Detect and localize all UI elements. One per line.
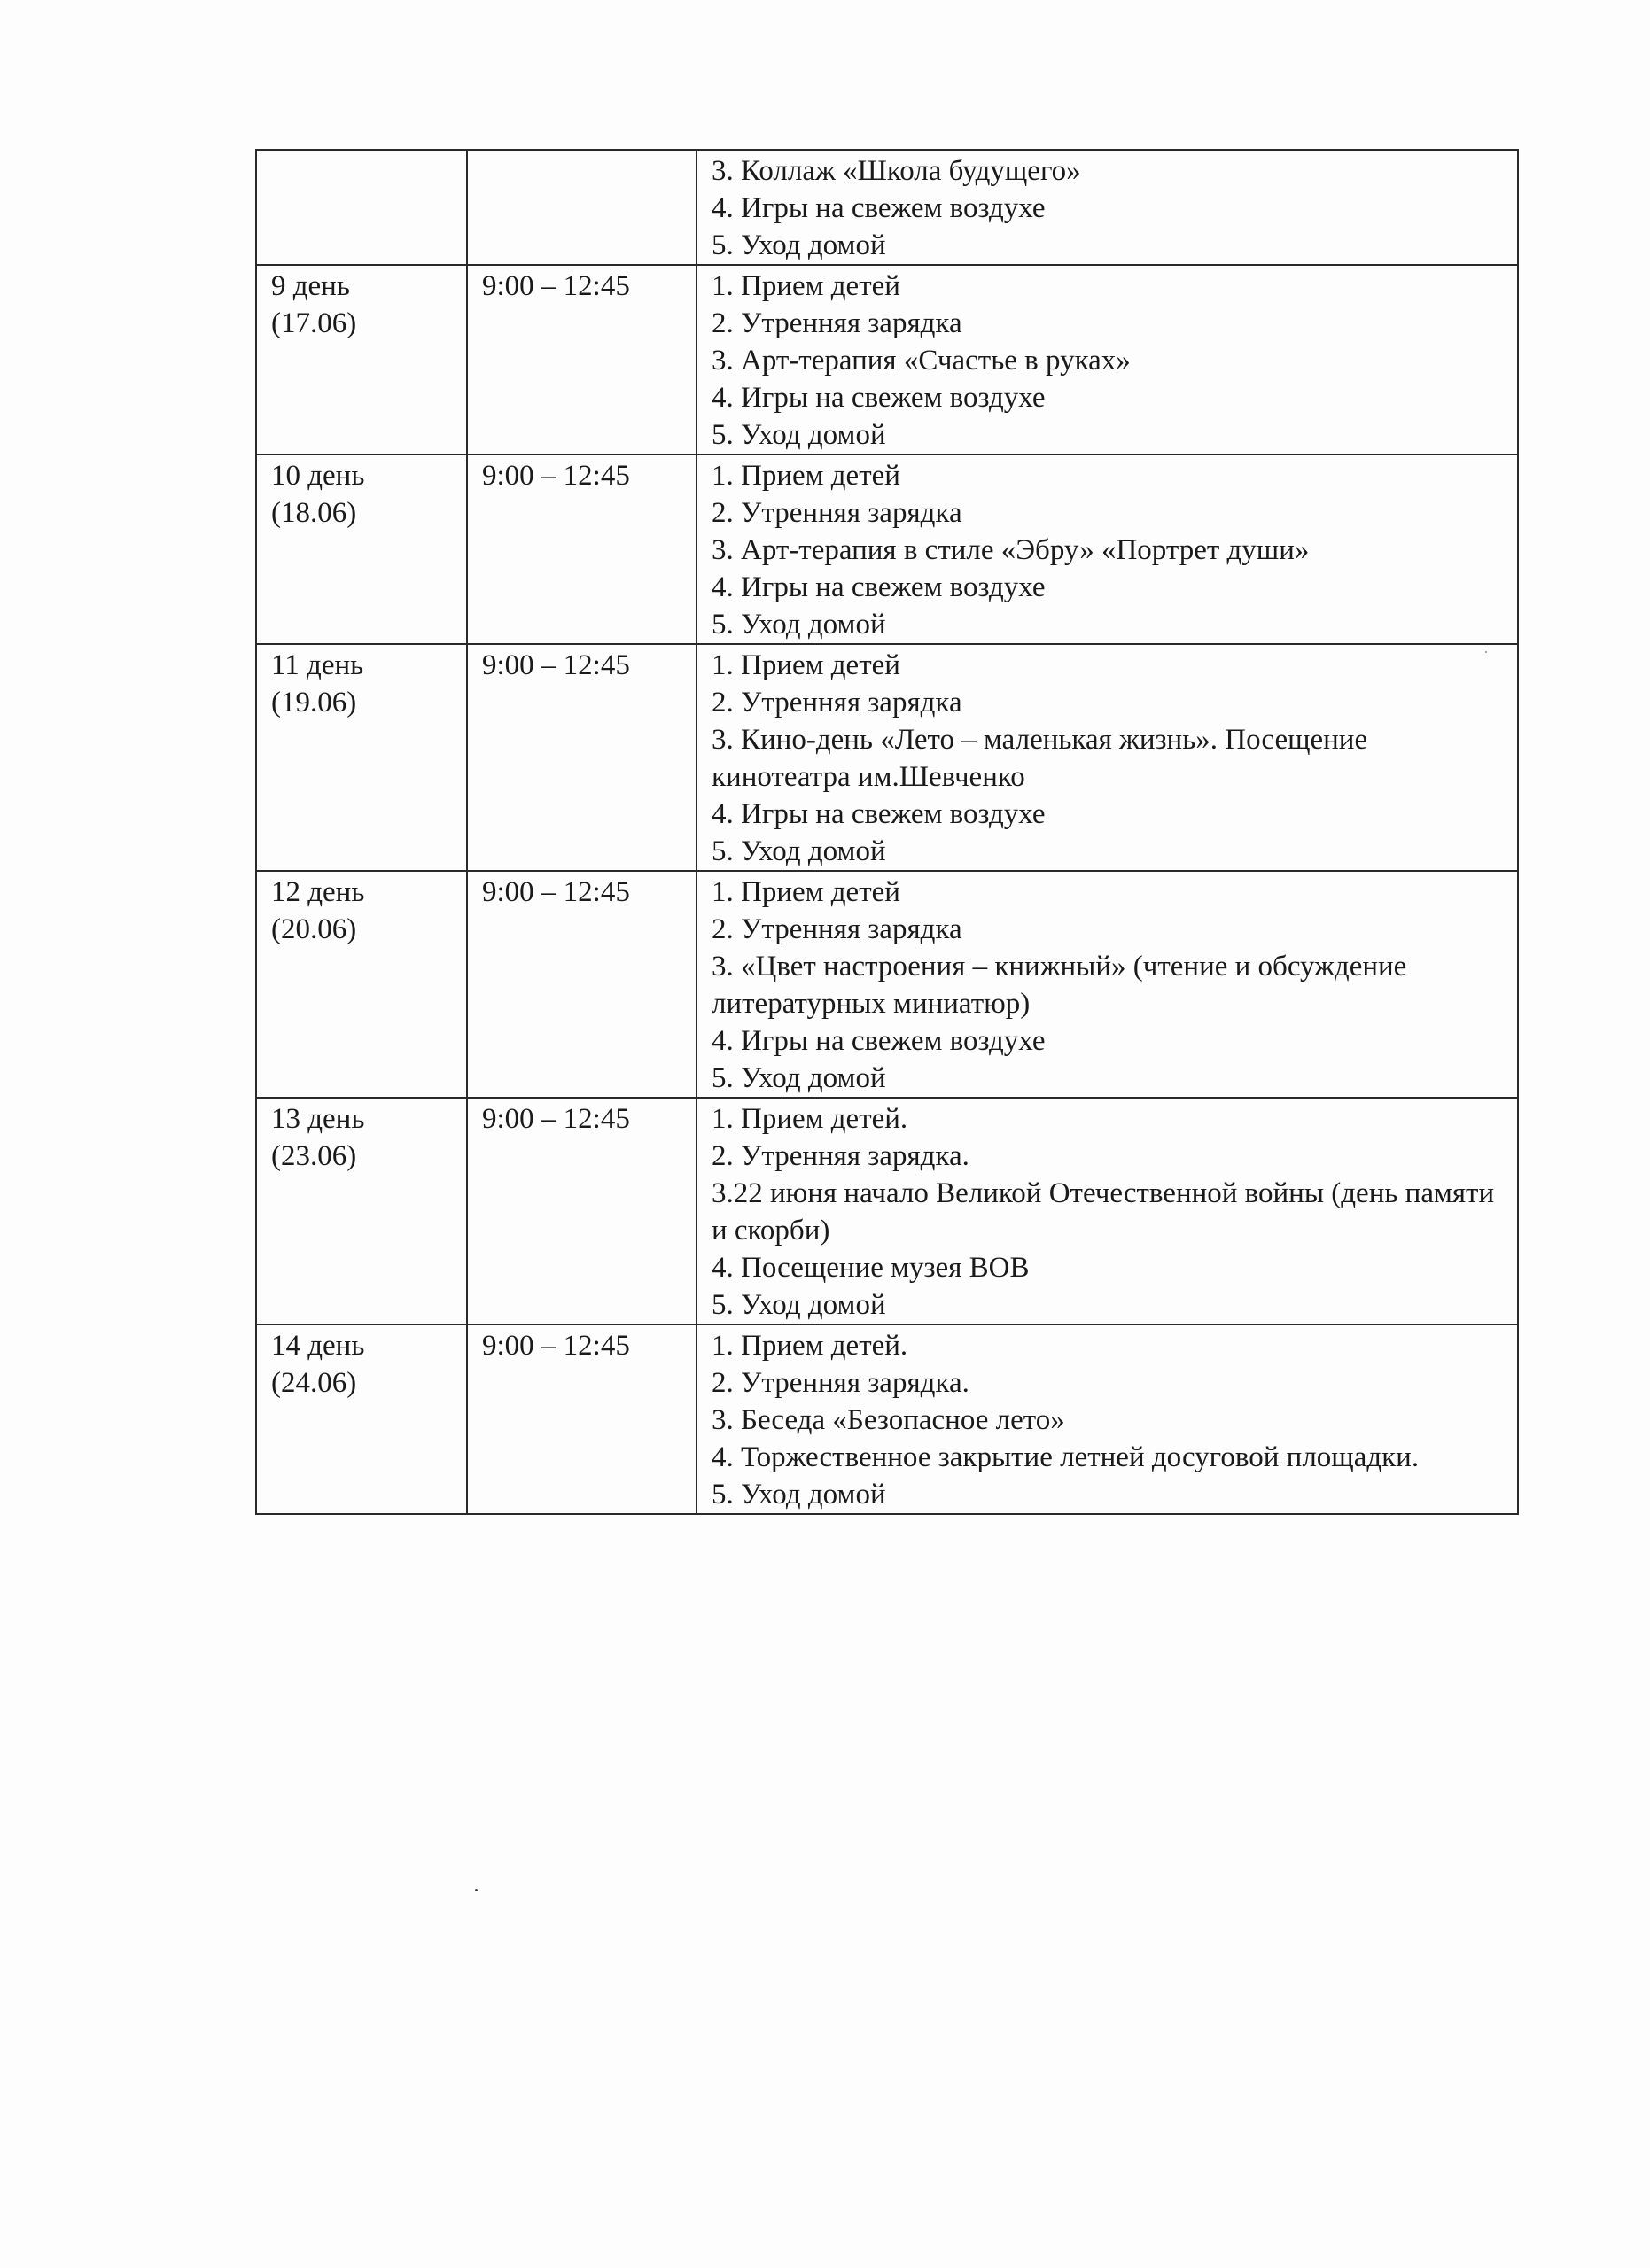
activity-item: 5. Уход домой [712, 1479, 886, 1511]
day-date: (17.06) [271, 307, 357, 339]
time-cell [467, 871, 697, 1098]
table-row [256, 871, 1518, 1098]
activity-item: 3. Кино-день «Лето – маленькая жизнь». Посещение кинотеатра им.Шевченко [712, 724, 1368, 793]
activity-item: 2. Утренняя зарядка [712, 307, 962, 339]
time-cell [467, 644, 697, 871]
activity-item: 5. Уход домой [712, 609, 886, 641]
activity-item: 3. «Цвет настроения – книжный» (чтение и обсуждение литературных миниатюр) [712, 951, 1407, 1020]
day-label: 10 день [271, 460, 365, 492]
table-row [256, 1324, 1518, 1514]
activity-item: 1. Прием детей. [712, 1103, 908, 1135]
time-cell [467, 1324, 697, 1514]
activities-cell [697, 150, 1518, 265]
day-cell [256, 1098, 467, 1324]
activity-item: 4. Игры на свежем воздухе [712, 1025, 1046, 1057]
day-date: (18.06) [271, 497, 357, 529]
time-range: 9:00 – 12:45 [482, 460, 630, 492]
scan-speck [475, 1889, 478, 1891]
activity-item: 1. Прием детей [712, 876, 900, 908]
activity-item: 1. Прием детей [712, 270, 900, 302]
time-range: 9:00 – 12:45 [482, 270, 630, 302]
day-cell [256, 265, 467, 454]
activity-item: 4. Игры на свежем воздухе [712, 382, 1046, 414]
day-label: 13 день [271, 1103, 365, 1135]
time-range: 9:00 – 12:45 [482, 649, 630, 681]
day-date: (23.06) [271, 1140, 357, 1172]
activity-item: 3.22 июня начало Великой Отечественной войны (день памяти и скорби) [712, 1177, 1495, 1247]
day-label: 14 день [271, 1330, 365, 1362]
activity-item: 4. Игры на свежем воздухе [712, 192, 1046, 224]
day-cell [256, 644, 467, 871]
activity-item: 1. Прием детей [712, 649, 900, 681]
schedule-table [255, 149, 1519, 1515]
activity-item: 3. Арт-терапия «Счастье в руках» [712, 345, 1131, 377]
day-label: 11 день [271, 649, 364, 681]
activities-cell [697, 644, 1518, 871]
day-date: (24.06) [271, 1367, 357, 1399]
day-cell [256, 150, 467, 265]
time-range: 9:00 – 12:45 [482, 1330, 630, 1362]
table-row [256, 265, 1518, 454]
time-range: 9:00 – 12:45 [482, 876, 630, 908]
day-cell [256, 1324, 467, 1514]
time-cell [467, 454, 697, 644]
table-row [256, 454, 1518, 644]
activity-item: 4. Игры на свежем воздухе [712, 798, 1046, 830]
activities-cell [697, 454, 1518, 644]
activity-item: 1. Прием детей [712, 460, 900, 492]
activity-item: 2. Утренняя зарядка [712, 497, 962, 529]
day-cell [256, 454, 467, 644]
activities-cell [697, 265, 1518, 454]
table-row [256, 150, 1518, 265]
time-cell [467, 265, 697, 454]
time-cell [467, 1098, 697, 1324]
activities-cell [697, 1098, 1518, 1324]
activity-item: 4. Посещение музея ВОВ [712, 1252, 1030, 1284]
activity-item: 3. Беседа «Безопасное лето» [712, 1404, 1065, 1436]
time-cell [467, 150, 697, 265]
activity-item: 2. Утренняя зарядка [712, 687, 962, 718]
activity-item: 2. Утренняя зарядка. [712, 1140, 969, 1172]
activities-cell [697, 1324, 1518, 1514]
activity-item: 5. Уход домой [712, 1062, 886, 1094]
table-row [256, 644, 1518, 871]
day-cell [256, 871, 467, 1098]
activity-item: 5. Уход домой [712, 1289, 886, 1321]
scan-speck [1485, 651, 1487, 653]
activity-item: 2. Утренняя зарядка. [712, 1367, 969, 1399]
activity-item: 5. Уход домой [712, 419, 886, 451]
day-label: 12 день [271, 876, 365, 908]
day-label: 9 день [271, 270, 350, 302]
activity-item: 5. Уход домой [712, 835, 886, 867]
activity-item: 5. Уход домой [712, 229, 886, 261]
activity-item: 2. Утренняя зарядка [712, 913, 962, 945]
activity-item: 4. Торжественное закрытие летней досуговой площадки. [712, 1441, 1420, 1473]
activity-item: 3. Коллаж «Школа будущего» [712, 155, 1081, 187]
time-range: 9:00 – 12:45 [482, 1103, 630, 1135]
activity-item: 4. Игры на свежем воздухе [712, 571, 1046, 603]
day-date: (19.06) [271, 687, 357, 718]
day-date: (20.06) [271, 913, 357, 945]
table-row [256, 1098, 1518, 1324]
activities-cell [697, 871, 1518, 1098]
activity-item: 1. Прием детей. [712, 1330, 908, 1362]
activity-item: 3. Арт-терапия в стиле «Эбру» «Портрет души» [712, 534, 1310, 566]
